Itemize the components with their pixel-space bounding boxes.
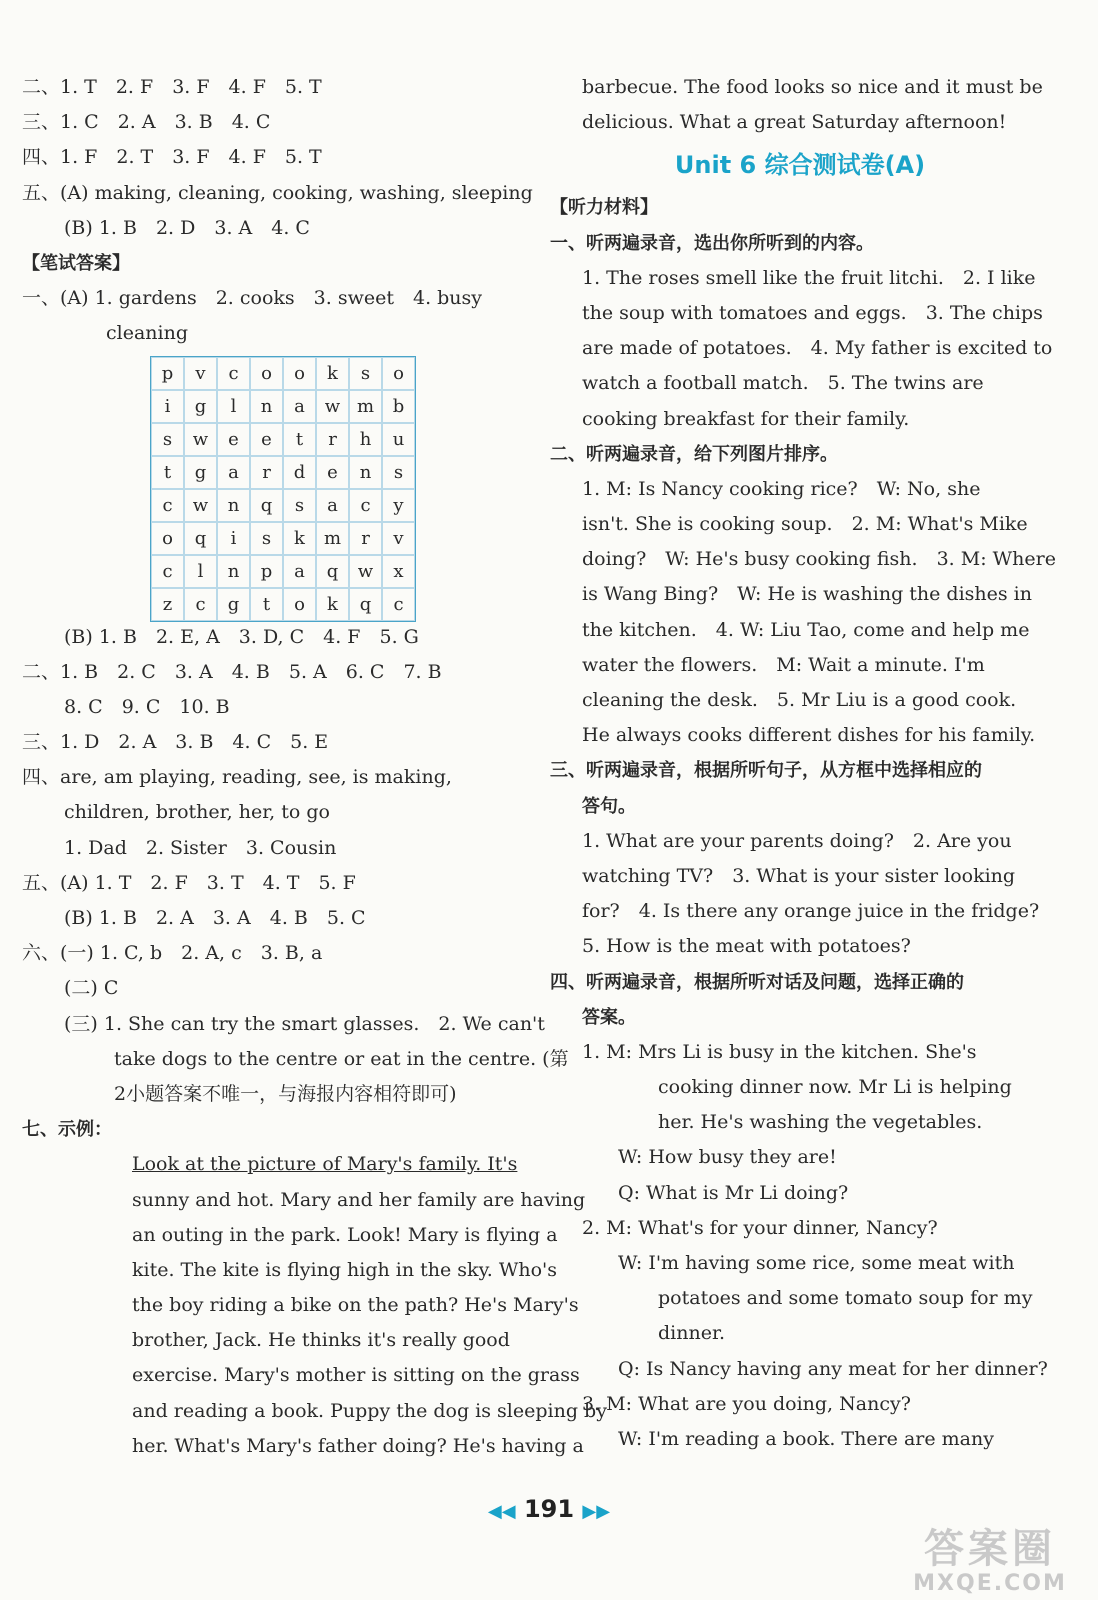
grid-cell: m	[349, 390, 382, 423]
script-line: 2. M: What's for your dinner, Nancy?	[582, 1216, 938, 1239]
essay-line: an outing in the park. Look! Mary is flying a	[132, 1223, 558, 1246]
next-arrows-icon: ▶▶	[582, 1501, 611, 1522]
grid-cell: k	[316, 357, 349, 390]
answer-line: cleaning	[106, 322, 189, 345]
page-number-bar	[0, 1495, 1098, 1523]
grid-cell: e	[217, 423, 250, 456]
essay-continuation: delicious. What a great Saturday afternoon!	[582, 111, 1007, 134]
grid-cell: r	[316, 423, 349, 456]
grid-cell: s	[283, 489, 316, 522]
page-number: 191	[523, 1495, 575, 1523]
answer-line: 二、1. B 2. C 3. A 4. B 5. A 6. C 7. B	[22, 660, 442, 683]
question-heading: 答案。	[582, 1006, 636, 1028]
script-line: is Wang Bing? W: He is washing the dishes in	[582, 583, 1032, 606]
script-line: 1. What are your parents doing? 2. Are you	[582, 829, 1012, 852]
script-line: 1. M: Is Nancy cooking rice? W: No, she	[582, 477, 981, 500]
watermark-logo	[900, 1527, 1080, 1596]
answer-line: 五、(A) making, cleaning, cooking, washing, sleeping	[22, 181, 533, 204]
question-heading: 三、听两遍录音，根据所听句子，从方框中选择相应的	[550, 760, 982, 782]
grid-cell: n	[217, 555, 250, 588]
script-line: her. He's washing the vegetables.	[658, 1111, 983, 1134]
script-line: water the flowers. M: Wait a minute. I'm	[582, 653, 985, 676]
grid-cell: t	[151, 456, 184, 489]
right-column	[550, 70, 1056, 1457]
grid-cell: w	[184, 489, 217, 522]
grid-cell: o	[283, 357, 316, 390]
answer-line: (B) 1. B 2. A 3. A 4. B 5. C	[64, 907, 366, 929]
section-heading-written: 【笔试答案】	[22, 252, 130, 274]
grid-cell: n	[217, 489, 250, 522]
grid-cell: e	[250, 423, 283, 456]
grid-cell: i	[151, 390, 184, 423]
grid-cell: t	[250, 588, 283, 621]
script-line: potatoes and some tomato soup for my	[658, 1287, 1033, 1310]
script-line: watching TV? 3. What is your sister looking	[582, 864, 1016, 887]
script-line: the kitchen. 4. W: Liu Tao, come and help me	[582, 618, 1030, 641]
script-line: W: I'm having some rice, some meat with	[618, 1252, 1015, 1274]
script-line: cooking dinner now. Mr Li is helping	[658, 1076, 1012, 1099]
grid-cell: o	[250, 357, 283, 390]
script-line: 5. How is the meat with potatoes?	[582, 935, 911, 958]
grid-cell: c	[349, 489, 382, 522]
answer-line: 三、1. C 2. A 3. B 4. C	[22, 111, 271, 134]
answer-line: 五、(A) 1. T 2. F 3. T 4. T 5. F	[22, 871, 356, 894]
script-line: W: How busy they are!	[618, 1146, 837, 1169]
script-line: for? 4. Is there any orange juice in the fridge?	[582, 900, 1040, 923]
answer-line: 二、1. T 2. F 3. F 4. F 5. T	[22, 76, 322, 98]
script-line: W: I'm reading a book. There are many	[618, 1427, 994, 1450]
answer-line: 六、(一) 1. C, b 2. A, c 3. B, a	[22, 942, 323, 965]
script-line: He always cooks different dishes for his family.	[582, 724, 1036, 747]
grid-cell: q	[316, 555, 349, 588]
essay-line: kite. The kite is flying high in the sky. Who's	[132, 1258, 558, 1281]
question-heading: 一、听两遍录音，选出你所听到的内容。	[550, 232, 874, 254]
script-line: cooking breakfast for their family.	[582, 407, 910, 430]
script-line: watch a football match. 5. The twins are	[582, 372, 984, 395]
answer-line: children, brother, her, to go	[64, 801, 330, 824]
essay-line: exercise. Mary's mother is sitting on the grass	[132, 1364, 580, 1387]
script-line: Q: Is Nancy having any meat for her dinner?	[618, 1357, 1048, 1380]
grid-cell: a	[283, 390, 316, 423]
grid-cell: e	[316, 456, 349, 489]
grid-cell: g	[184, 456, 217, 489]
question-heading: 答句。	[582, 795, 636, 817]
grid-cell: p	[250, 555, 283, 588]
grid-cell: l	[184, 555, 217, 588]
grid-cell: q	[349, 588, 382, 621]
word-search-grid	[150, 356, 416, 622]
grid-cell: q	[184, 522, 217, 555]
grid-cell: g	[217, 588, 250, 621]
essay-line	[22, 1147, 527, 1182]
grid-cell: i	[217, 522, 250, 555]
answer-line: (B) 1. B 2. D 3. A 4. C	[64, 216, 310, 239]
essay-line: brother, Jack. He thinks it's really good	[132, 1329, 510, 1352]
grid-cell: w	[349, 555, 382, 588]
script-line: doing? W: He's busy cooking fish. 3. M: Where	[582, 548, 1056, 571]
essay-line: sunny and hot. Mary and her family are having	[132, 1188, 586, 1211]
grid-cell: s	[349, 357, 382, 390]
grid-cell: s	[382, 456, 415, 489]
grid-cell: v	[382, 522, 415, 555]
grid-cell: b	[382, 390, 415, 423]
grid-cell: k	[283, 522, 316, 555]
grid-cell: y	[382, 489, 415, 522]
grid-cell: m	[316, 522, 349, 555]
essay-line: her. What's Mary's father doing? He's having a	[132, 1434, 584, 1457]
grid-cell: t	[283, 423, 316, 456]
grid-cell: c	[184, 588, 217, 621]
grid-cell: l	[217, 390, 250, 423]
script-line: 1. The roses smell like the fruit litchi. 2. I like	[582, 266, 1036, 289]
grid-cell: a	[217, 456, 250, 489]
watermark-small-text: MXQE.COM	[913, 1571, 1067, 1596]
script-line: cleaning the desk. 5. Mr Liu is a good cook.	[582, 689, 1017, 711]
unit-title: Unit 6 综合测试卷(A)	[674, 151, 926, 180]
script-line: 1. M: Mrs Li is busy in the kitchen. She's	[582, 1040, 977, 1063]
section-heading-listening: 【听力材料】	[550, 197, 658, 219]
essay-line: the boy riding a bike on the path? He's Mary's	[132, 1294, 579, 1317]
answer-line: 一、(A) 1. gardens 2. cooks 3. sweet 4. busy	[22, 287, 483, 310]
essay-line: and reading a book. Puppy the dog is sleeping by	[132, 1399, 607, 1422]
essay-first-sentence: Look at the picture of Mary's family. It's	[132, 1153, 518, 1176]
grid-cell: a	[316, 489, 349, 522]
grid-cell: k	[316, 588, 349, 621]
grid-cell: z	[151, 588, 184, 621]
answer-line: 四、1. F 2. T 3. F 4. F 5. T	[22, 146, 322, 169]
grid-cell: x	[382, 555, 415, 588]
script-line: 3. M: What are you doing, Nancy?	[582, 1392, 911, 1415]
grid-cell: c	[151, 555, 184, 588]
script-line: Q: What is Mr Li doing?	[618, 1181, 849, 1204]
grid-cell: s	[250, 522, 283, 555]
script-line: dinner.	[658, 1322, 725, 1345]
script-line: are made of potatoes. 4. My father is excited to	[582, 337, 1053, 360]
example-heading: 七、示例：	[22, 1119, 112, 1141]
grid-cell: s	[151, 423, 184, 456]
grid-cell: n	[349, 456, 382, 489]
answer-line: (三) 1. She can try the smart glasses. 2. We can't	[64, 1012, 545, 1035]
answer-line: 三、1. D 2. A 3. B 4. C 5. E	[22, 731, 329, 754]
script-line: the soup with tomatoes and eggs. 3. The chips	[582, 301, 1043, 324]
answer-line: take dogs to the centre or eat in the centre. (第	[114, 1047, 569, 1070]
grid-cell: c	[217, 357, 250, 390]
grid-cell: w	[316, 390, 349, 423]
grid-cell: r	[250, 456, 283, 489]
answer-line: (二) C	[64, 977, 119, 1000]
grid-cell: v	[184, 357, 217, 390]
grid-cell: c	[382, 588, 415, 621]
grid-cell: o	[283, 588, 316, 621]
question-heading: 二、听两遍录音，给下列图片排序。	[550, 443, 838, 465]
grid-cell: o	[151, 522, 184, 555]
grid-cell: d	[283, 456, 316, 489]
grid-cell: u	[382, 423, 415, 456]
grid-cell: n	[250, 390, 283, 423]
grid-cell: q	[250, 489, 283, 522]
answer-line: 1. Dad 2. Sister 3. Cousin	[64, 836, 337, 859]
grid-cell: h	[349, 423, 382, 456]
watermark-big-text: 答案圈	[924, 1526, 1056, 1572]
answer-line: 8. C 9. C 10. B	[64, 695, 230, 718]
answer-line: (B) 1. B 2. E, A 3. D, C 4. F 5. G	[64, 625, 419, 648]
grid-cell: r	[349, 522, 382, 555]
essay-continuation: barbecue. The food looks so nice and it must be	[582, 76, 1043, 98]
grid-cell: g	[184, 390, 217, 423]
script-line: isn't. She is cooking soup. 2. M: What's Mike	[582, 513, 1028, 536]
grid-cell: c	[151, 489, 184, 522]
answer-line: 四、are, am playing, reading, see, is making,	[22, 766, 452, 789]
grid-cell: a	[283, 555, 316, 588]
grid-cell: w	[184, 423, 217, 456]
word-search-wrap	[22, 352, 527, 620]
answer-line: 2小题答案不唯一，与海报内容相符即可)	[114, 1082, 457, 1105]
grid-cell: o	[382, 357, 415, 390]
question-heading: 四、听两遍录音，根据所听对话及问题，选择正确的	[550, 971, 964, 993]
prev-arrows-icon: ◀◀	[487, 1501, 516, 1522]
grid-cell: p	[151, 357, 184, 390]
